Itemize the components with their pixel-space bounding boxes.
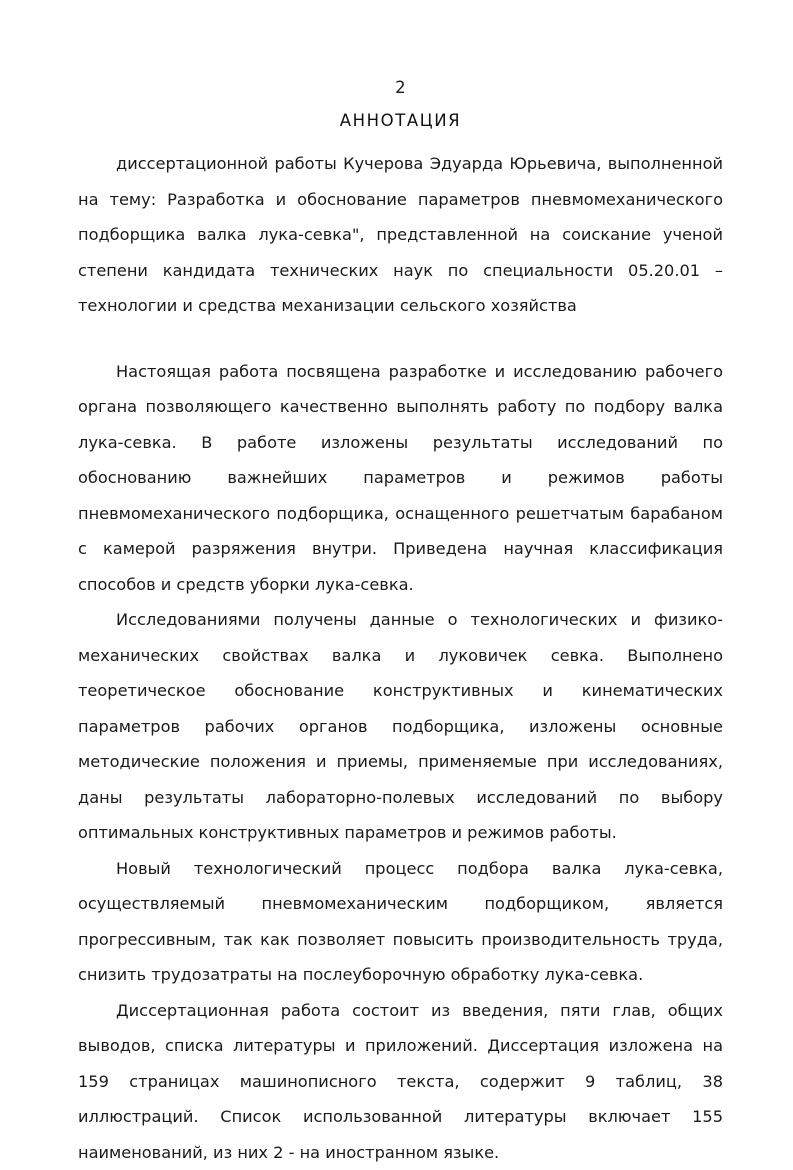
page-title: АННОТАЦИЯ bbox=[78, 111, 723, 130]
annotation-header-paragraph: диссертационной работы Кучерова Эдуарда Юрьевича, выполненной на тему: Разработка и обоснование параметров пневмомеханического подборщика валка лука-севка", представленной на соискание ученой степени кандидата технических наук по специальности 05.20.01 – технологии и средства механизации сельского хозяйства bbox=[78, 146, 723, 324]
body-paragraph-2: Исследованиями получены данные о технологических и физико-механических свойствах валка и луковичек севка. Выполнено теоретическое обоснование конструктивных и кинематических параметров рабочих органов подборщика, изложены основные методические положения и приемы, применяемые при исследованиях, даны результаты лабораторно-полевых исследований по выбору оптимальных конструктивных параметров и режимов работы. bbox=[78, 602, 723, 851]
page-number: 2 bbox=[78, 78, 723, 97]
section-spacer bbox=[78, 324, 723, 354]
body-paragraph-3: Новый технологический процесс подбора валка лука-севка, осуществляемый пневмомеханическим подборщиком, является прогрессивным, так как позволяет повысить производительность труда, снизить трудозатраты на послеуборочную обработку лука-севка. bbox=[78, 851, 723, 993]
body-paragraph-1: Настоящая работа посвящена разработке и исследованию рабочего органа позволяющего качественно выполнять работу по подбору валка лука-севка. В работе изложены результаты исследований по обоснованию важнейших параметров и режимов работы пневмомеханического подборщика, оснащенного решетчатым барабаном с камерой разряжения внутри. Приведена научная классификация способов и средств уборки лука-севка. bbox=[78, 354, 723, 603]
body-paragraph-4: Диссертационная работа состоит из введения, пяти глав, общих выводов, списка литературы и приложений. Диссертация изложена на 159 страницах машинописного текста, содержит 9 таблиц, 38 иллюстраций. Список использованной литературы включает 155 наименований, из них 2 - на иностранном языке. bbox=[78, 993, 723, 1170]
annotation-header-block bbox=[78, 146, 723, 324]
